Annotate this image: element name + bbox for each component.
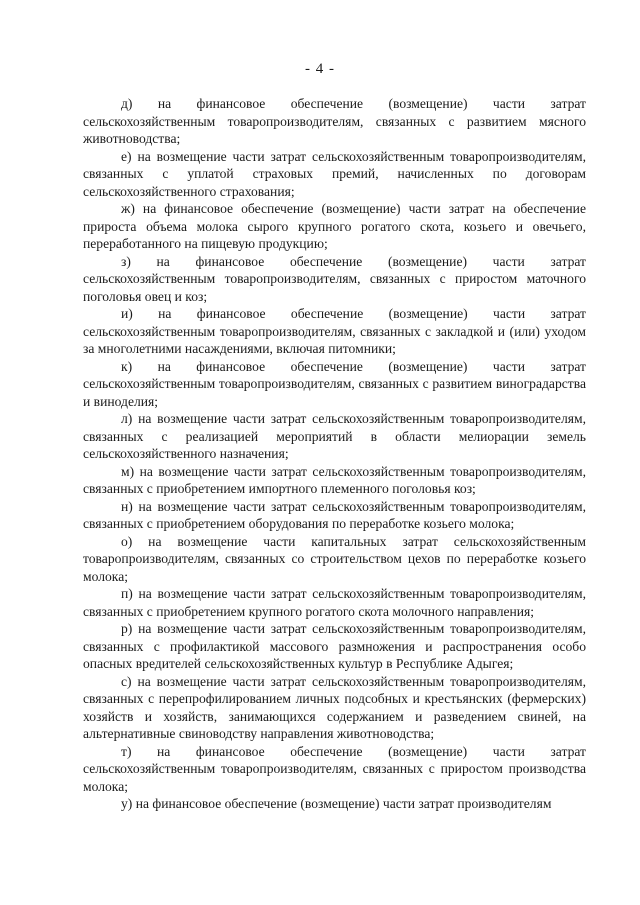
paragraph-d: д) на финансовое обеспечение (возмещение) части затрат сельскохозяйственным товаропроизводителям, связанных с развитием мясного животноводства; [83, 96, 586, 146]
paragraph-s: с) на возмещение части затрат сельскохозяйственным товаропроизводителям, связанных с перепрофилированием личных подсобных и крестьянских (фермерских) хозяйств и хозяйств, занимающихся содержанием и разведением свиней, на альтернативные свиноводству направления животноводства; [83, 673, 586, 741]
paragraph-m: м) на возмещение части затрат сельскохозяйственным товаропроизводителям, связанных с приобретением импортного племенного поголовья коз; [83, 463, 586, 496]
paragraph-k: к) на финансовое обеспечение (возмещение) части затрат сельскохозяйственным товаропроизводителям, связанных с развитием виноградарства и виноделия; [83, 358, 586, 409]
paragraph-z: з) на финансовое обеспечение (возмещение) части затрат сельскохозяйственным товаропроизводителям, связанных с приростом маточного поголовья овец и коз; [83, 253, 586, 304]
paragraph-l: л) на возмещение части затрат сельскохозяйственным товаропроизводителям, связанных с реализацией мероприятий в области мелиорации земель сельскохозяйственного назначения; [83, 411, 586, 461]
paragraph-t: т) на финансовое обеспечение (возмещение) части затрат сельскохозяйственным товаропроизводителям, связанных с приростом производства молока; [83, 743, 586, 794]
paragraph-i: и) на финансовое обеспечение (возмещение) части затрат сельскохозяйственным товаропроизводителям, связанных с закладкой и (или) уходом за многолетними насаждениями, включая питомники; [83, 306, 586, 356]
paragraph-p: п) на возмещение части затрат сельскохозяйственным товаропроизводителям, связанных с приобретением крупного рогатого скота молочного направления; [83, 586, 586, 619]
paragraph-n: н) на возмещение части затрат сельскохозяйственным товаропроизводителям, связанных с приобретением оборудования по переработке козьего молока; [83, 498, 586, 531]
paragraph-o: о) на возмещение части капитальных затрат сельскохозяйственным товаропроизводителям, связанных со строительством цехов по переработке козьего молока; [83, 533, 586, 584]
page-number: - 4 - [305, 61, 335, 77]
paragraph-r: р) на возмещение части затрат сельскохозяйственным товаропроизводителям, связанных с профилактикой массового размножения и распространения особо опасных вредителей сельскохозяйственных культур в Республике Адыгея; [83, 621, 586, 671]
document-body [83, 95, 586, 813]
paragraph-u: у) на финансовое обеспечение (возмещение) части затрат производителям [121, 796, 552, 811]
paragraph-e: е) на возмещение части затрат сельскохозяйственным товаропроизводителям, связанных с уплатой страховых премий, начисленных по договорам сельскохозяйственного страхования; [83, 148, 586, 199]
paragraph-zh: ж) на финансовое обеспечение (возмещение) части затрат на обеспечение прироста объема молока сырого крупного рогатого скота, козьего и овечьего, переработанного на пищевую продукцию; [83, 201, 586, 251]
